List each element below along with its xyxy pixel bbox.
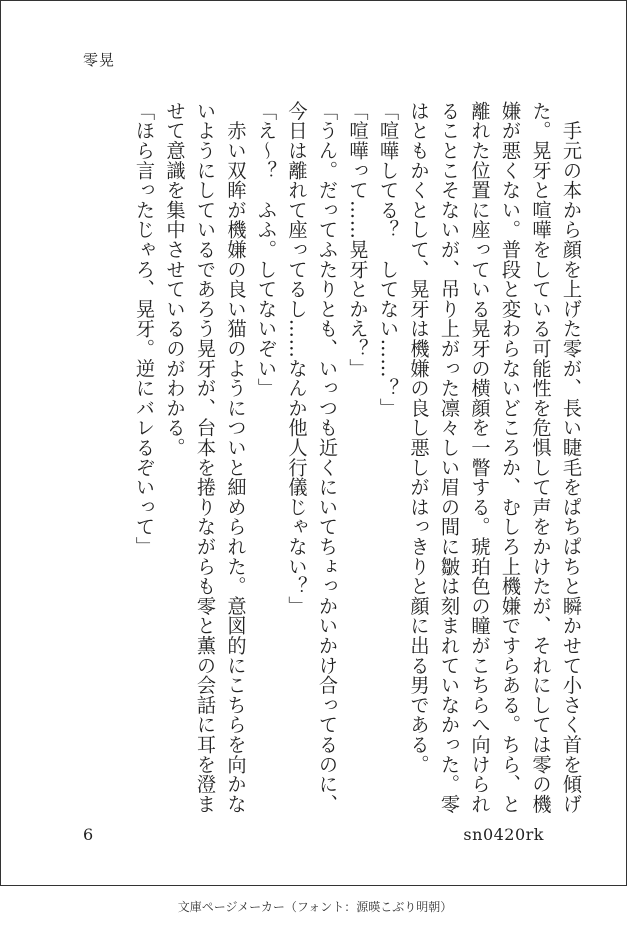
body-line: 嫌が悪くない。普段と変わらないどころか、むしろ上機嫌ですらある。ちら、と [499, 101, 522, 814]
body-line: ることこそないが、吊り上がった凛々しい眉の間に皺は刻まれていなかった。零 [438, 101, 461, 814]
body-line: 「え〜？ ふふ。してないぞい」 [255, 101, 278, 398]
body-line: 赤い双眸が機嫌の良い猫のようについと細められた。意図的にこちらを向かな [224, 101, 248, 814]
credit-caption: 文庫ページメーカー（フォント：源暎こぶり明朝） [177, 900, 453, 914]
page-number: 6 [83, 825, 94, 844]
body-line: 「喧嘩してる？ してない……？」 [377, 101, 400, 418]
body-line: はともかくとして、晃牙は機嫌の良し悪しがはっきりと顔に出る男である。 [407, 101, 431, 775]
body-line: 「喧嘩って……晃牙とかえ？」 [346, 101, 370, 379]
body-line: 今日は離れて座ってるし……なんか他人行儀じゃない？」 [285, 101, 309, 616]
body-line: 手元の本から顔を上げた零が、長い睫毛をぱちぱちと瞬かせて小さく首を傾げ [560, 101, 583, 814]
body-text [129, 101, 587, 814]
running-title: 零晃 [83, 51, 116, 69]
body-line: いようにしているであろう晃牙が、台本を捲りながらも零と薫の会話に耳を澄ま [194, 101, 217, 814]
body-line: 「うん。だってふたりとも、いっつも近くにいてちょっかいかけ合ってるのに、 [316, 101, 339, 814]
body-line: 「ほら言ったじゃろ、晃牙。逆にバレるぞいって」 [133, 101, 156, 557]
body-line: せて意識を集中させているのがわかる。 [163, 101, 187, 458]
page-code: sn0420rk [463, 825, 544, 844]
body-line: た。晃牙と喧嘩をしている可能性を危惧して声をかけたが、それにしては零の機 [529, 101, 553, 814]
body-line: 離れた位置に座っている晃牙の横顔を一瞥する。琥珀色の瞳がこちらへ向けられ [468, 101, 492, 814]
